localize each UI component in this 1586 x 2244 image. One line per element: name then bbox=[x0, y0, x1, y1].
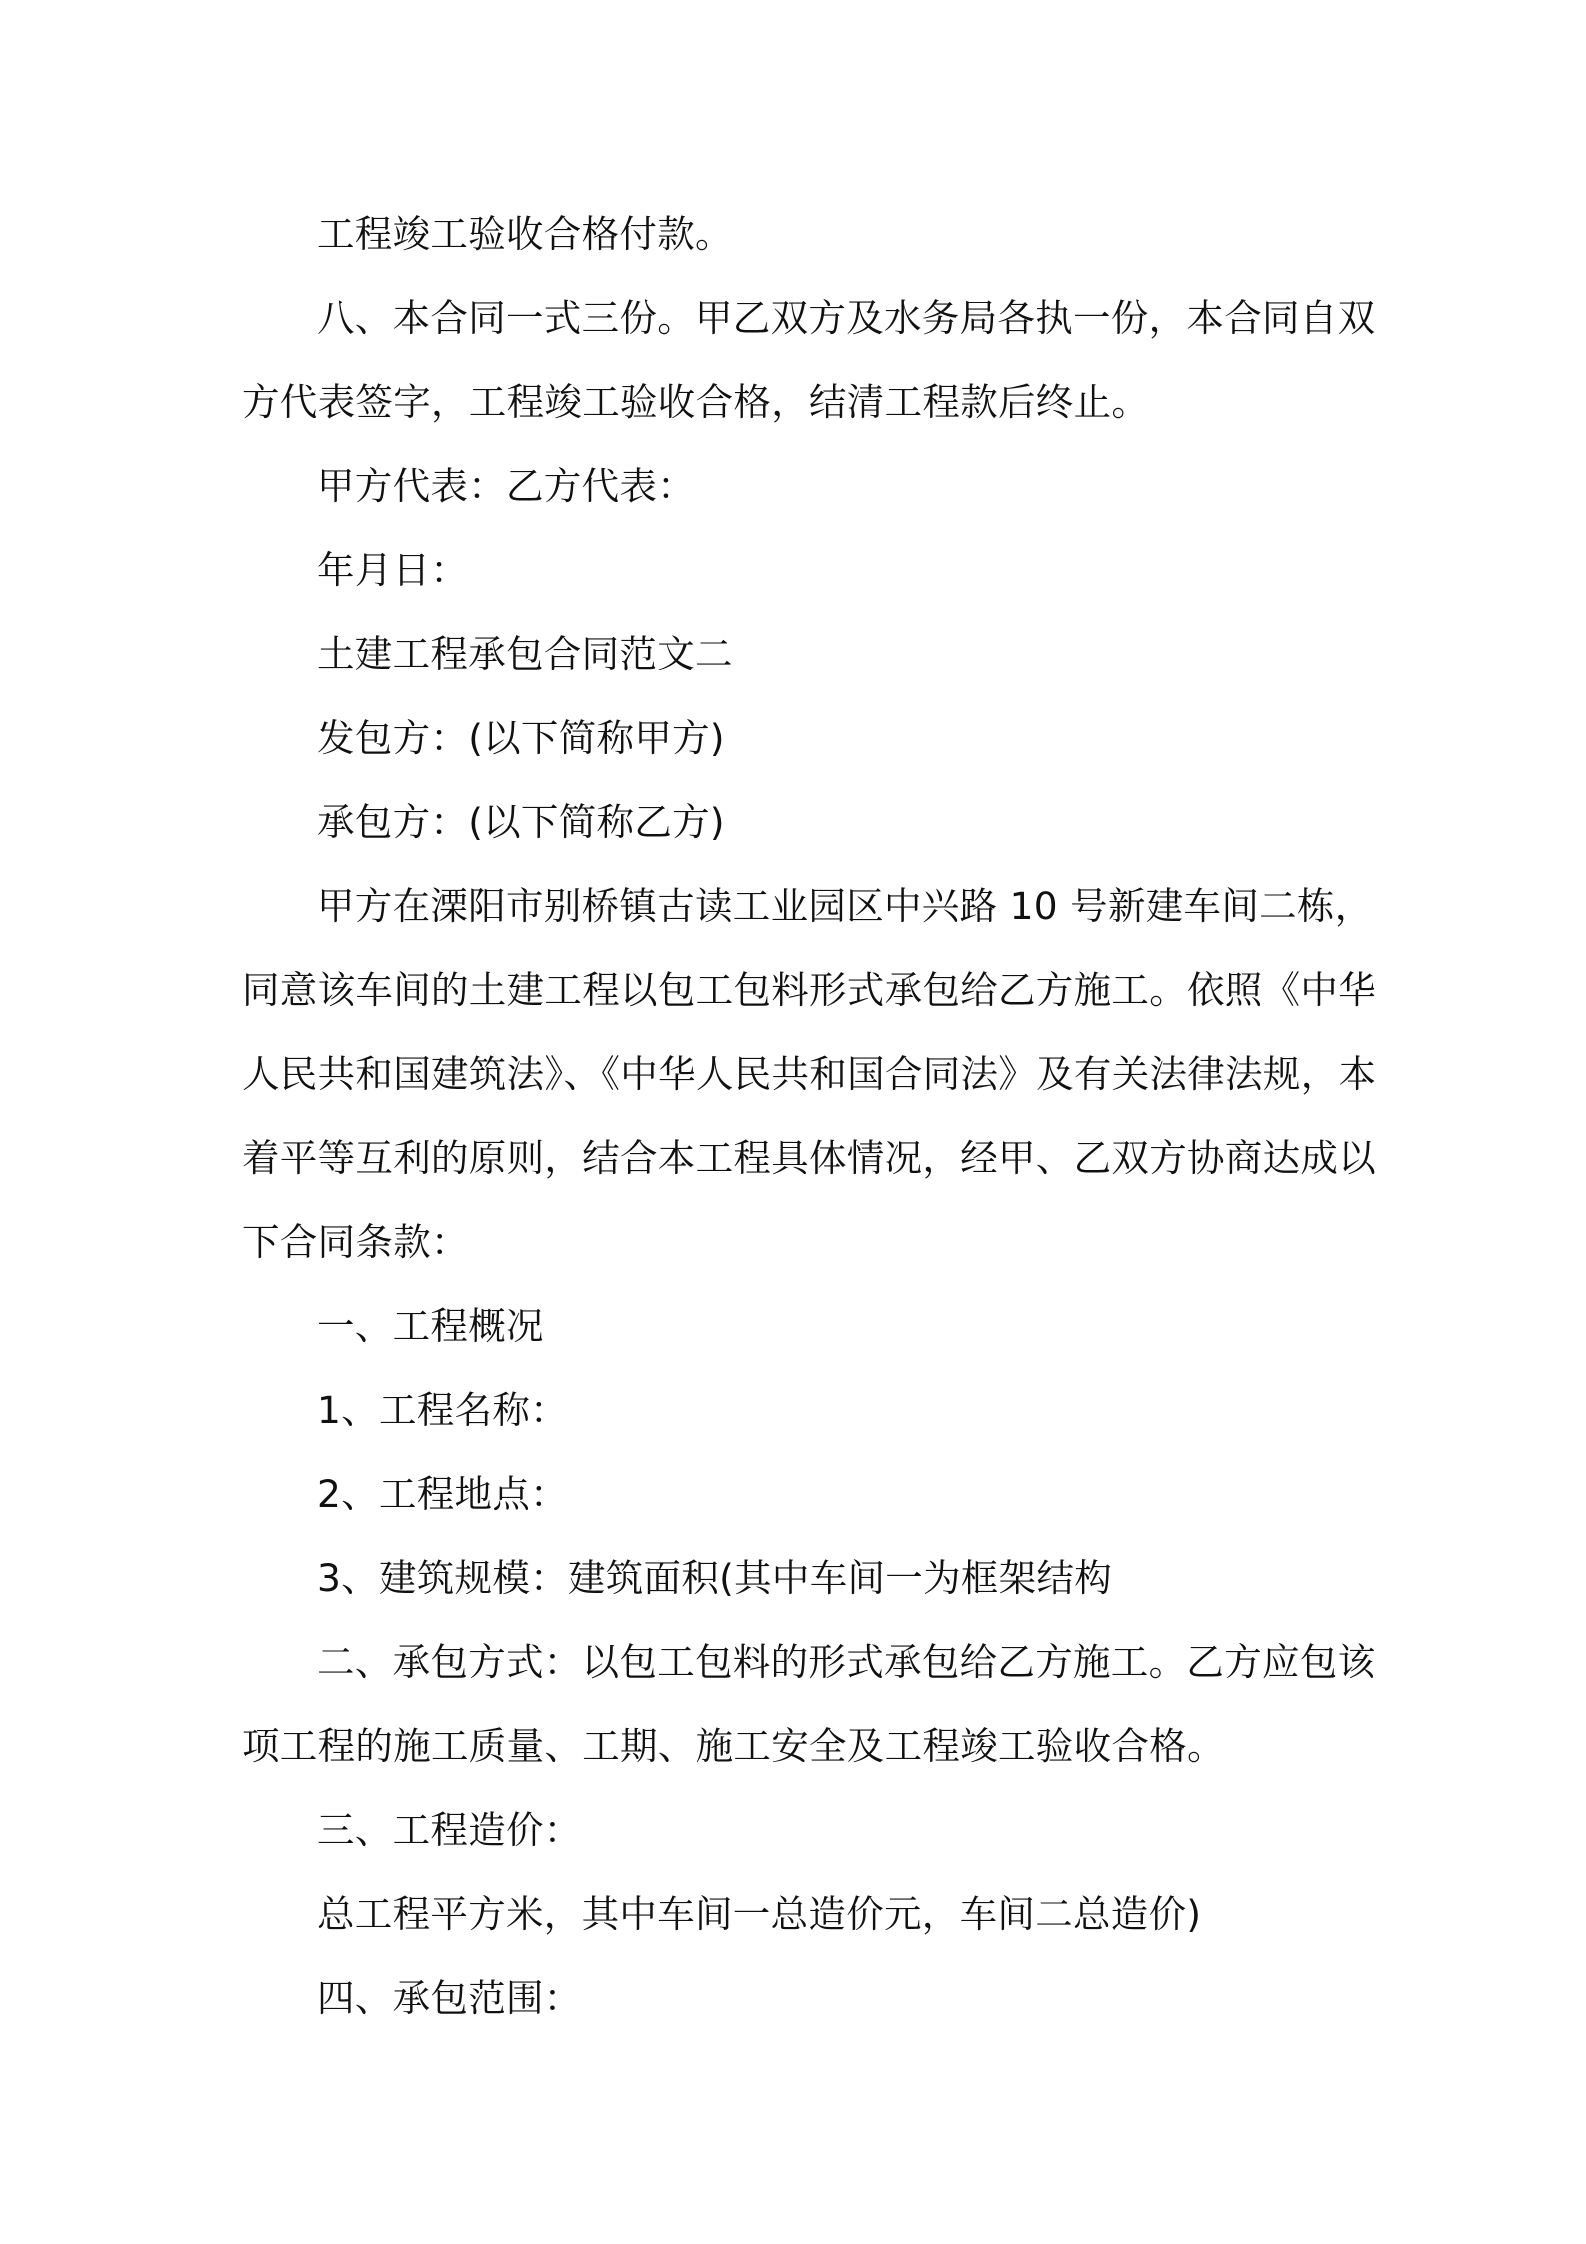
paragraph: 一、工程概况 bbox=[317, 1304, 544, 1348]
paragraph: 四、承包范围： bbox=[317, 1976, 582, 2020]
paragraph: 下合同条款： bbox=[242, 1220, 469, 1264]
paragraph: 3、建筑规模：建筑面积(其中车间一为框架结构 bbox=[317, 1556, 1113, 1600]
paragraph: 年月日： bbox=[317, 548, 469, 592]
paragraph: 1、工程名称： bbox=[317, 1388, 568, 1432]
paragraph: 八、本合同一式三份。甲乙双方及水务局各执一份，本合同自双 bbox=[317, 296, 1376, 340]
paragraph: 发包方：(以下简称甲方) bbox=[317, 716, 725, 760]
paragraph: 总工程平方米，其中车间一总造价元，车间二总造价) bbox=[317, 1892, 1202, 1936]
paragraph: 三、工程造价： bbox=[317, 1808, 582, 1852]
paragraph: 人民共和国建筑法》、《中华人民共和国合同法》及有关法律法规，本 bbox=[242, 1052, 1377, 1096]
paragraph: 同意该车间的土建工程以包工包料形式承包给乙方施工。依照《中华 bbox=[242, 968, 1376, 1012]
paragraph: 2、工程地点： bbox=[317, 1472, 568, 1516]
section-heading: 土建工程承包合同范文二 bbox=[317, 632, 733, 676]
paragraph: 着平等互利的原则，结合本工程具体情况，经甲、乙双方协商达成以 bbox=[242, 1136, 1376, 1180]
paragraph: 二、承包方式：以包工包料的形式承包给乙方施工。乙方应包该 bbox=[317, 1640, 1376, 1684]
paragraph: 甲方在溧阳市别桥镇古读工业园区中兴路 10 号新建车间二栋， bbox=[317, 884, 1373, 928]
paragraph: 甲方代表：乙方代表： bbox=[317, 464, 695, 508]
paragraph: 方代表签字，工程竣工验收合格，结清工程款后终止。 bbox=[242, 380, 1150, 424]
paragraph: 工程竣工验收合格付款。 bbox=[317, 212, 733, 256]
paragraph: 承包方：(以下简称乙方) bbox=[317, 800, 725, 844]
document-body bbox=[242, 192, 1377, 2040]
paragraph: 项工程的施工质量、工期、施工安全及工程竣工验收合格。 bbox=[242, 1724, 1225, 1768]
